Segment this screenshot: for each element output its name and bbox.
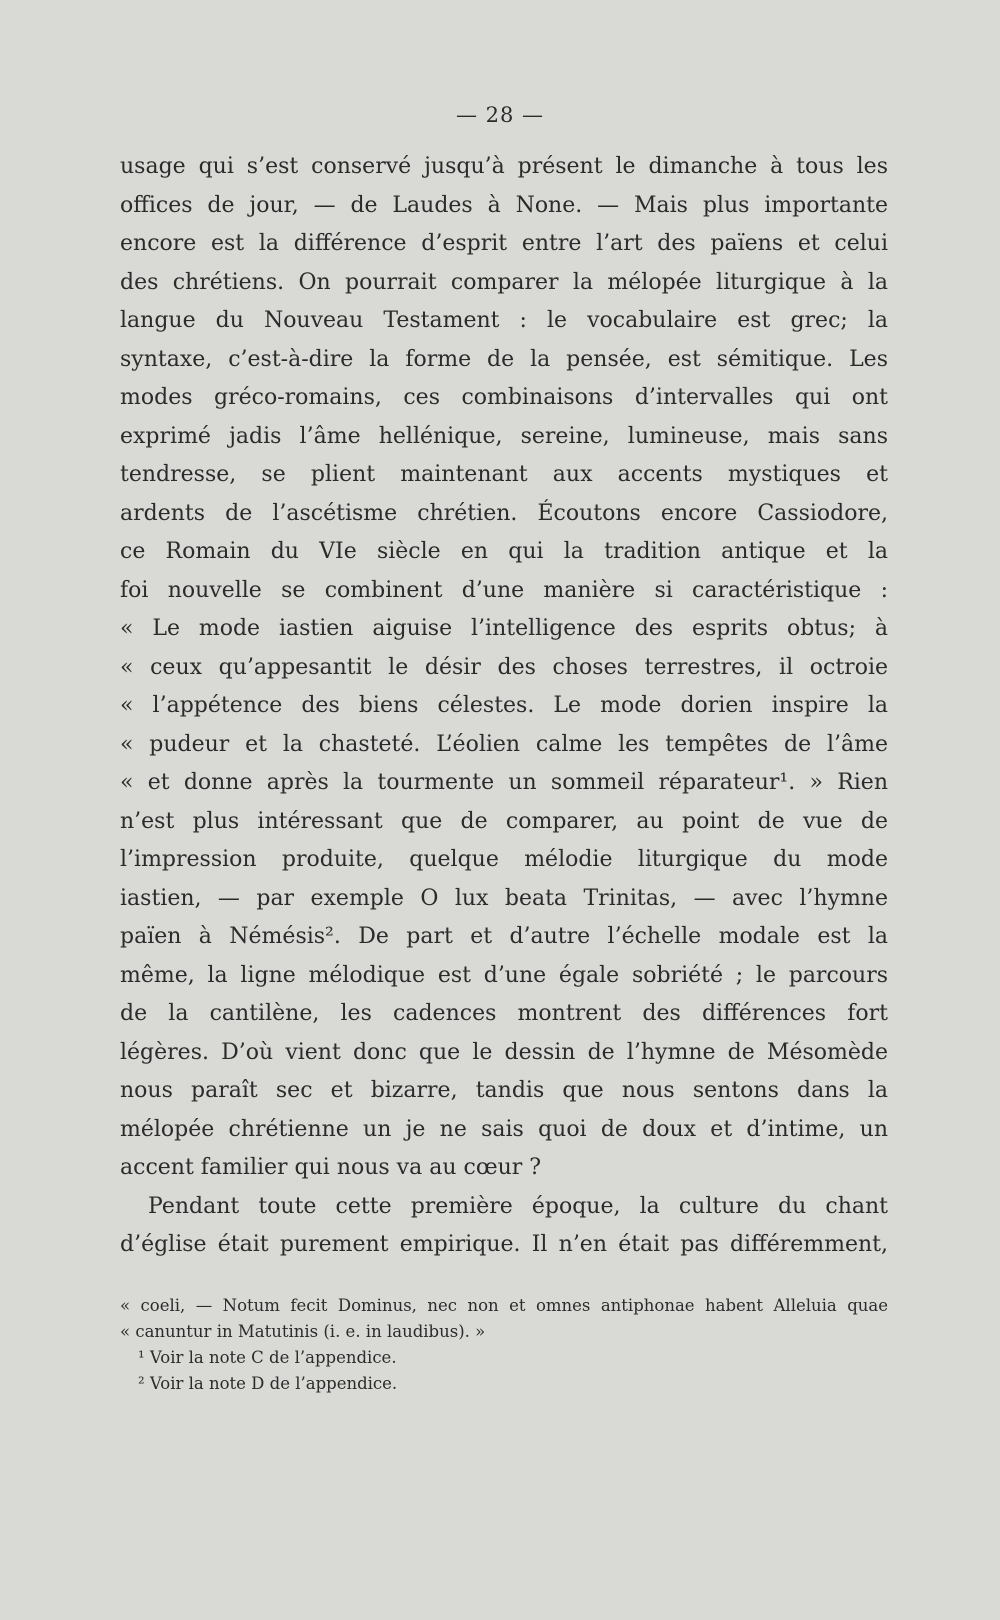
text-line: d’église était purement empirique. Il n’en était pas différemment, xyxy=(120,1232,888,1257)
text-line: exprimé jadis l’âme hellénique, sereine, lumineuse, mais sans xyxy=(120,423,888,449)
text-line: encore est la différence d’esprit entre l’art des païens et celui xyxy=(120,231,888,256)
footnote-line: ² Voir la note D de l’appendice. xyxy=(138,1374,398,1393)
text-line: Pendant toute cette première époque, la culture du chant xyxy=(148,1193,888,1219)
page-number: — 28 — xyxy=(455,103,545,127)
text-line: « ceux qu’appesantit le désir des choses terrestres, il octroie xyxy=(120,654,888,680)
text-line: « Le mode iastien aiguise l’intelligence des esprits obtus; à xyxy=(120,616,888,641)
text-line: mélopée chrétienne un je ne sais quoi de doux et d’intime, un xyxy=(120,1116,888,1142)
footnote-line: « coeli, — Notum fecit Dominus, nec non et omnes antiphonae habent Alleluia quae xyxy=(120,1296,888,1315)
text-line: « et donne après la tourmente un sommeil réparateur¹. » Rien xyxy=(120,770,888,795)
text-line: accent familier qui nous va au cœur ? xyxy=(120,1155,542,1180)
footnote-line: ¹ Voir la note C de l’appendice. xyxy=(138,1348,397,1367)
text-line: syntaxe, c’est-à-dire la forme de la pensée, est sémitique. Les xyxy=(120,346,888,372)
text-line: langue du Nouveau Testament : le vocabulaire est grec; la xyxy=(120,308,888,333)
text-line: nous paraît sec et bizarre, tandis que nous sentons dans la xyxy=(120,1078,888,1103)
body-text xyxy=(120,148,888,1265)
text-line: même, la ligne mélodique est d’une égale sobriété ; le parcours xyxy=(120,962,888,988)
text-line: foi nouvelle se combinent d’une manière si caractéristique : xyxy=(120,577,888,603)
text-line: païen à Némésis². De part et d’autre l’échelle modale est la xyxy=(120,924,888,949)
text-line: offices de jour, — de Laudes à None. — Mais plus importante xyxy=(120,192,888,218)
text-line: légères. D’où vient donc que le dessin de l’hymne de Mésomède xyxy=(120,1039,888,1065)
text-line: l’impression produite, quelque mélodie liturgique du mode xyxy=(120,847,888,872)
text-line: « pudeur et la chasteté. L’éolien calme les tempêtes de l’âme xyxy=(120,731,888,757)
text-line: « l’appétence des biens célestes. Le mode dorien inspire la xyxy=(120,693,888,718)
text-line: tendresse, se plient maintenant aux accents mystiques et xyxy=(120,462,888,487)
text-line: des chrétiens. On pourrait comparer la mélopée liturgique à la xyxy=(120,269,888,295)
text-line: usage qui s’est conservé jusqu’à présent le dimanche à tous les xyxy=(120,154,888,179)
text-line: n’est plus intéressant que de comparer, au point de vue de xyxy=(120,808,888,834)
text-line: iastien, — par exemple O lux beata Trinitas, — avec l’hymne xyxy=(120,885,888,911)
footnote-line: « canuntur in Matutinis (i. e. in laudibus). » xyxy=(120,1322,486,1341)
footnotes xyxy=(120,1293,888,1397)
text-line: modes gréco-romains, ces combinaisons d’intervalles qui ont xyxy=(120,385,888,410)
text-line: ce Romain du VIe siècle en qui la tradition antique et la xyxy=(120,539,888,564)
text-line: ardents de l’ascétisme chrétien. Écoutons encore Cassiodore, xyxy=(120,500,888,526)
text-line: de la cantilène, les cadences montrent des différences fort xyxy=(120,1001,888,1026)
